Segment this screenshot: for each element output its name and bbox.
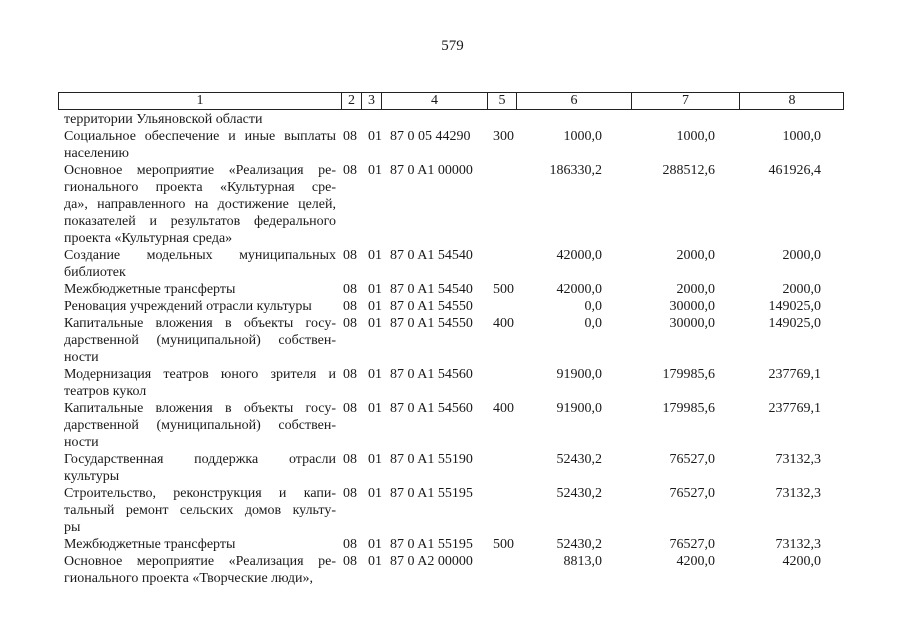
section-code: 08 bbox=[343, 452, 357, 467]
amount-year-2: 1000,0 bbox=[676, 129, 715, 144]
amount-year-3: 4200,0 bbox=[782, 554, 821, 569]
table-row bbox=[64, 485, 844, 536]
row-name bbox=[64, 485, 336, 536]
amount-year-1: 0,0 bbox=[584, 299, 602, 314]
row-name-line: Создание модельных муниципальных bbox=[64, 248, 336, 263]
row-name bbox=[64, 315, 336, 366]
section-code: 08 bbox=[343, 367, 357, 382]
amount-year-2: 179985,6 bbox=[662, 401, 715, 416]
amount-year-1: 8813,0 bbox=[563, 554, 602, 569]
row-name-line: театров кукол bbox=[64, 384, 147, 399]
subsection-code: 01 bbox=[368, 248, 382, 263]
header-col-4: 4 bbox=[382, 93, 488, 109]
row-name-line: Межбюджетные трансферты bbox=[64, 282, 236, 297]
target-article-code: 87 0 A1 54560 bbox=[390, 367, 473, 382]
row-name bbox=[64, 298, 336, 315]
subsection-code: 01 bbox=[368, 367, 382, 382]
expense-type-code: 300 bbox=[493, 129, 514, 144]
expense-type-code: 400 bbox=[493, 401, 514, 416]
section-code: 08 bbox=[343, 537, 357, 552]
row-name-line: Государственная поддержка отрасли bbox=[64, 452, 336, 467]
subsection-code: 01 bbox=[368, 282, 382, 297]
amount-year-3: 1000,0 bbox=[782, 129, 821, 144]
row-name bbox=[64, 553, 336, 587]
section-code: 08 bbox=[343, 248, 357, 263]
amount-year-2: 2000,0 bbox=[676, 282, 715, 297]
amount-year-1: 91900,0 bbox=[556, 401, 602, 416]
row-name bbox=[64, 111, 336, 128]
amount-year-2: 76527,0 bbox=[669, 537, 715, 552]
row-name-line: ности bbox=[64, 350, 99, 365]
target-article-code: 87 0 A1 54540 bbox=[390, 248, 473, 263]
amount-year-2: 179985,6 bbox=[662, 367, 715, 382]
amount-year-3: 149025,0 bbox=[768, 316, 821, 331]
header-col-6: 6 bbox=[517, 93, 632, 109]
row-name-line: Основное мероприятие «Реализация ре- bbox=[64, 554, 336, 569]
row-name bbox=[64, 451, 336, 485]
header-col-7: 7 bbox=[632, 93, 740, 109]
subsection-code: 01 bbox=[368, 554, 382, 569]
amount-year-1: 42000,0 bbox=[556, 248, 602, 263]
section-code: 08 bbox=[343, 486, 357, 501]
table-row bbox=[64, 247, 844, 281]
table-row bbox=[64, 553, 844, 587]
amount-year-3: 461926,4 bbox=[768, 163, 821, 178]
amount-year-2: 2000,0 bbox=[676, 248, 715, 263]
subsection-code: 01 bbox=[368, 163, 382, 178]
row-name-line: гионального проекта «Творческие люди», bbox=[64, 571, 314, 586]
row-name bbox=[64, 247, 336, 281]
amount-year-2: 4200,0 bbox=[676, 554, 715, 569]
row-name-line: Строительство, реконструкция и капи- bbox=[64, 486, 336, 501]
header-col-3: 3 bbox=[362, 93, 382, 109]
row-name-line: Основное мероприятие «Реализация ре- bbox=[64, 163, 336, 178]
subsection-code: 01 bbox=[368, 316, 382, 331]
target-article-code: 87 0 A1 55195 bbox=[390, 486, 473, 501]
amount-year-1: 1000,0 bbox=[563, 129, 602, 144]
amount-year-3: 237769,1 bbox=[768, 401, 821, 416]
subsection-code: 01 bbox=[368, 452, 382, 467]
table-row bbox=[64, 315, 844, 366]
section-code: 08 bbox=[343, 554, 357, 569]
table-row bbox=[64, 400, 844, 451]
target-article-code: 87 0 A1 54550 bbox=[390, 316, 473, 331]
amount-year-2: 288512,6 bbox=[662, 163, 715, 178]
table-row bbox=[64, 162, 844, 247]
amount-year-1: 52430,2 bbox=[556, 452, 602, 467]
amount-year-3: 2000,0 bbox=[782, 248, 821, 263]
header-col-8: 8 bbox=[788, 93, 796, 108]
row-name-line: Социальное обеспечение и иные выплаты bbox=[64, 129, 336, 144]
row-name-line: территории Ульяновской области bbox=[64, 112, 263, 127]
row-name-line: Модернизация театров юного зрителя и bbox=[64, 367, 336, 382]
amount-year-3: 149025,0 bbox=[768, 299, 821, 314]
table-row bbox=[64, 366, 844, 400]
target-article-code: 87 0 A1 54560 bbox=[390, 401, 473, 416]
row-name bbox=[64, 366, 336, 400]
row-name-line: гионального проекта «Культурная сре- bbox=[64, 180, 336, 195]
amount-year-3: 73132,3 bbox=[775, 452, 821, 467]
subsection-code: 01 bbox=[368, 537, 382, 552]
row-name-line: ности bbox=[64, 435, 99, 450]
section-code: 08 bbox=[343, 129, 357, 144]
row-name-line: дарственной (муниципальной) собствен- bbox=[64, 333, 336, 348]
table-row bbox=[64, 128, 844, 162]
table-row bbox=[64, 451, 844, 485]
amount-year-3: 73132,3 bbox=[775, 537, 821, 552]
section-code: 08 bbox=[343, 163, 357, 178]
amount-year-3: 2000,0 bbox=[782, 282, 821, 297]
target-article-code: 87 0 A1 00000 bbox=[390, 163, 473, 178]
subsection-code: 01 bbox=[368, 129, 382, 144]
expense-type-code: 500 bbox=[493, 282, 514, 297]
row-name-line: Реновация учреждений отрасли культуры bbox=[64, 299, 312, 314]
row-name bbox=[64, 536, 336, 553]
amount-year-1: 186330,2 bbox=[549, 163, 602, 178]
table-row bbox=[64, 111, 844, 128]
table-row bbox=[64, 298, 844, 315]
amount-year-1: 52430,2 bbox=[556, 537, 602, 552]
amount-year-2: 76527,0 bbox=[669, 452, 715, 467]
row-name bbox=[64, 400, 336, 451]
amount-year-2: 30000,0 bbox=[669, 299, 715, 314]
budget-table-body bbox=[64, 111, 844, 587]
table-row bbox=[64, 281, 844, 298]
row-name bbox=[64, 128, 336, 162]
header-col-2: 2 bbox=[342, 93, 362, 109]
amount-year-2: 76527,0 bbox=[669, 486, 715, 501]
row-name-line: дарственной (муниципальной) собствен- bbox=[64, 418, 336, 433]
header-col-1: 1 bbox=[59, 93, 342, 109]
target-article-code: 87 0 05 44290 bbox=[390, 129, 471, 144]
subsection-code: 01 bbox=[368, 299, 382, 314]
section-code: 08 bbox=[343, 282, 357, 297]
header-col-5: 5 bbox=[488, 93, 517, 109]
row-name-line: показателей и результатов федерального bbox=[64, 214, 336, 229]
target-article-code: 87 0 A2 00000 bbox=[390, 554, 473, 569]
section-code: 08 bbox=[343, 316, 357, 331]
amount-year-2: 30000,0 bbox=[669, 316, 715, 331]
row-name-line: тальный ремонт сельских домов культу- bbox=[64, 503, 336, 518]
amount-year-1: 0,0 bbox=[584, 316, 602, 331]
page-number: 579 bbox=[441, 38, 464, 54]
row-name-line: населению bbox=[64, 146, 129, 161]
amount-year-3: 237769,1 bbox=[768, 367, 821, 382]
expense-type-code: 400 bbox=[493, 316, 514, 331]
row-name-line: Капитальные вложения в объекты госу- bbox=[64, 316, 336, 331]
row-name-line: да», направленного на достижение целей, bbox=[64, 197, 336, 212]
amount-year-3: 73132,3 bbox=[775, 486, 821, 501]
amount-year-1: 91900,0 bbox=[556, 367, 602, 382]
target-article-code: 87 0 A1 55190 bbox=[390, 452, 473, 467]
row-name-line: Капитальные вложения в объекты госу- bbox=[64, 401, 336, 416]
target-article-code: 87 0 A1 54550 bbox=[390, 299, 473, 314]
amount-year-1: 42000,0 bbox=[556, 282, 602, 297]
target-article-code: 87 0 A1 55195 bbox=[390, 537, 473, 552]
row-name-line: библиотек bbox=[64, 265, 126, 280]
expense-type-code: 500 bbox=[493, 537, 514, 552]
row-name-line: Межбюджетные трансферты bbox=[64, 537, 236, 552]
subsection-code: 01 bbox=[368, 401, 382, 416]
row-name-line: проекта «Культурная среда» bbox=[64, 231, 233, 246]
section-code: 08 bbox=[343, 299, 357, 314]
target-article-code: 87 0 A1 54540 bbox=[390, 282, 473, 297]
section-code: 08 bbox=[343, 401, 357, 416]
table-header bbox=[58, 92, 844, 110]
amount-year-1: 52430,2 bbox=[556, 486, 602, 501]
subsection-code: 01 bbox=[368, 486, 382, 501]
table-row bbox=[64, 536, 844, 553]
row-name bbox=[64, 162, 336, 247]
row-name bbox=[64, 281, 336, 298]
row-name-line: ры bbox=[64, 520, 81, 535]
row-name-line: культуры bbox=[64, 469, 120, 484]
